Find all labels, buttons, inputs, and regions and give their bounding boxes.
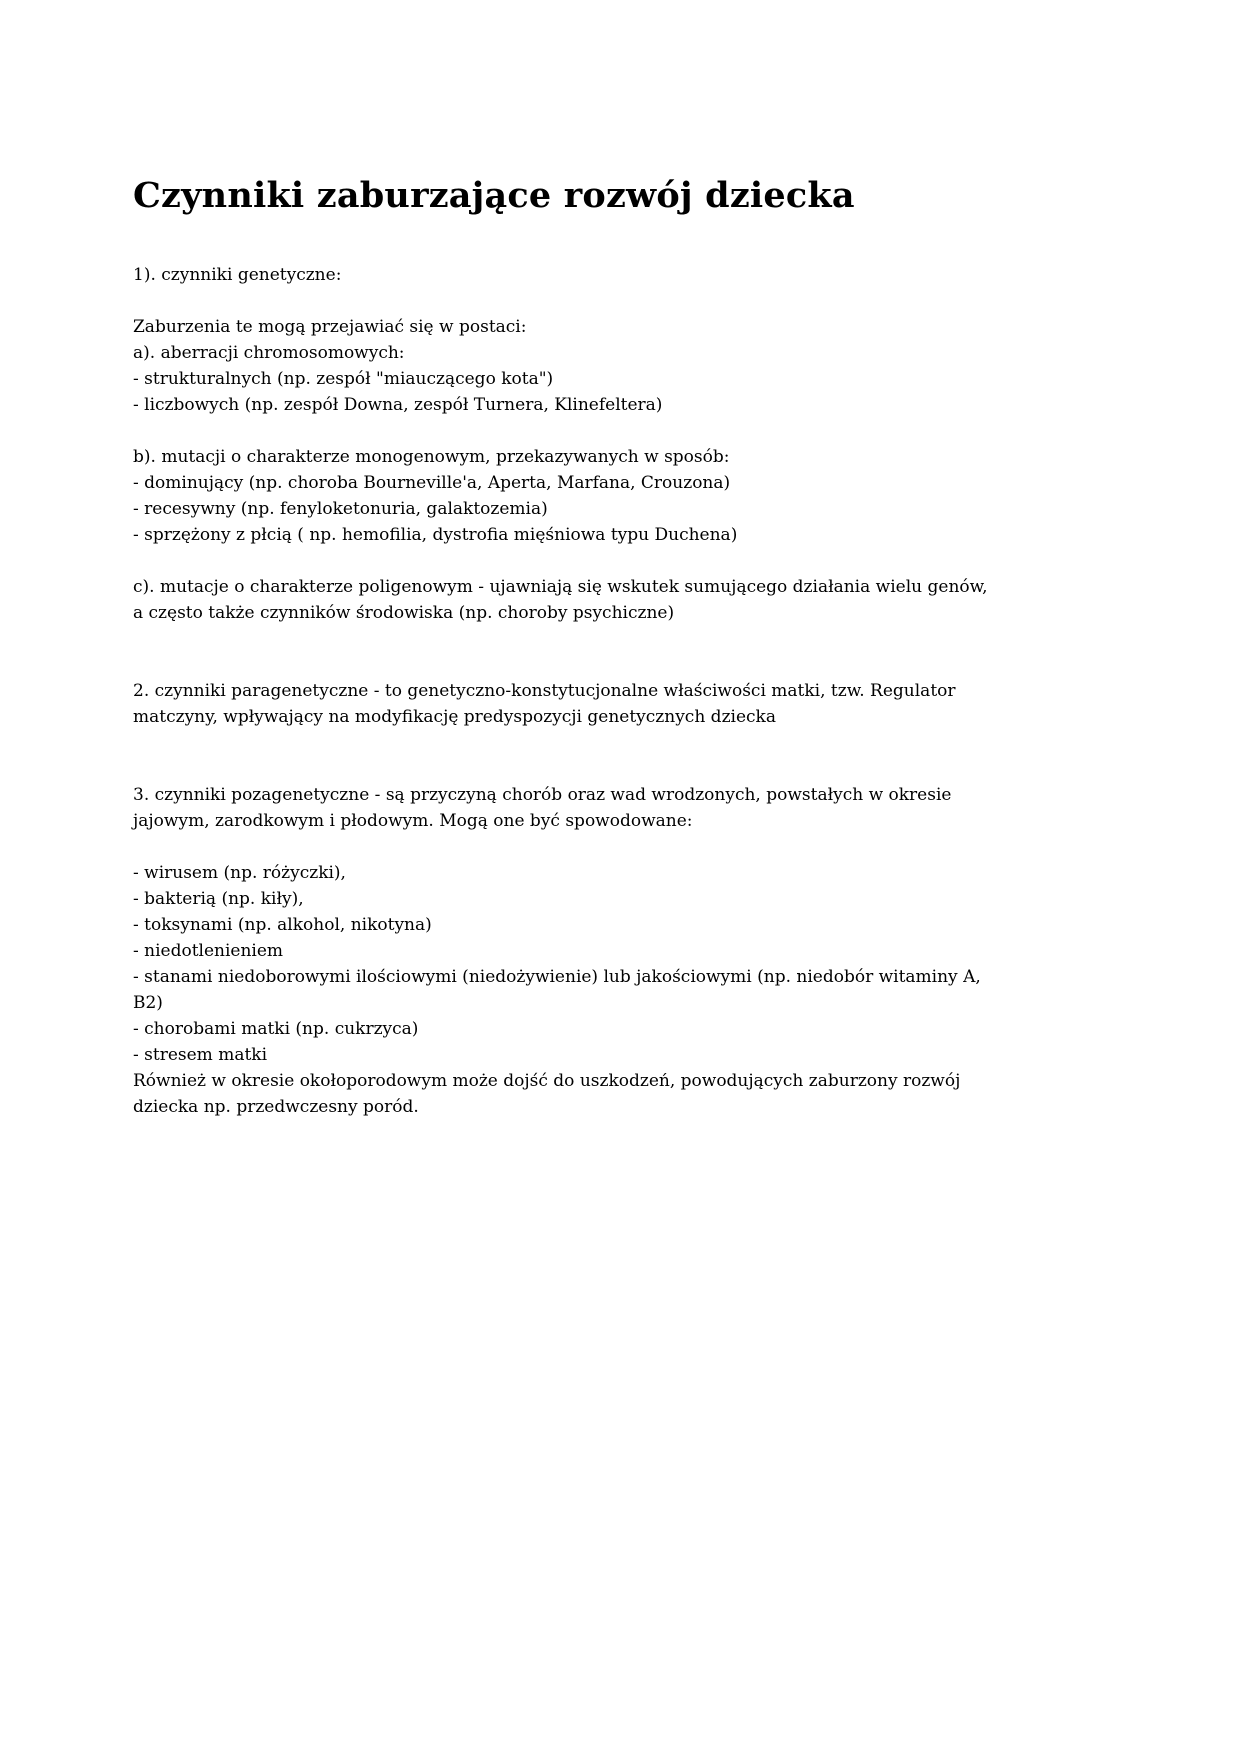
document-title: Czynniki zaburzające rozwój dziecka [133,175,855,216]
section1-heading: 1). czynniki genetyczne: [133,265,342,285]
section1-mutations-block [133,444,991,548]
section1-b-heading: b). mutacji o charakterze monogenowym, przekazywanych w sposób: [133,447,730,467]
list-item: - wirusem (np. różyczki), [133,863,346,883]
paragraph-text: c). mutacje o charakterze poligenowym - ujawniają się wskutek sumującego działania wielu genów, a często także czynników środowiska (np. choroby psychiczne) [133,577,988,623]
section1-polygenic-block [133,574,991,626]
list-item: - stresem matki [133,1045,268,1065]
list-item: - sprzężony z płcią ( np. hemofilia, dystrofia mięśniowa typu Duchena) [133,525,738,545]
list-item: - stanami niedoborowymi ilościowymi (niedożywienie) lub jakościowymi (np. niedobór witaminy A, B2) [133,967,981,1013]
list-item: - niedotlenieniem [133,941,284,961]
section1-aberrations-block [133,314,991,418]
section1-a-heading: a). aberracji chromosomowych: [133,343,405,363]
paragraph-text: 2. czynniki paragenetyczne - to genetyczno-konstytucjonalne właściwości matki, tzw. Regulator matczyny, wpływający na modyfikację predyspozycji genetycznych dziecka [133,681,956,727]
section3-causes-block [133,860,991,1120]
list-item: - bakterią (np. kiły), [133,889,304,909]
section1-intro: Zaburzenia te mogą przejawiać się w postaci: [133,317,527,337]
section3-block [133,782,991,834]
section2-block [133,678,991,730]
list-item: - strukturalnych (np. zespół "miauczącego kota") [133,369,554,389]
paragraph-text: 3. czynniki pozagenetyczne - są przyczyną chorób oraz wad wrodzonych, powstałych w okresie jajowym, zarodkowym i płodowym. Mogą one być spowodowane: [133,785,952,831]
closing-paragraph: Również w okresie okołoporodowym może dojść do uszkodzeń, powodujących zaburzony rozwój dziecka np. przedwczesny poród. [133,1071,961,1117]
list-item: - dominujący (np. choroba Bourneville'a, Aperta, Marfana, Crouzona) [133,473,731,493]
list-item: - chorobami matki (np. cukrzyca) [133,1019,419,1039]
list-item: - toksynami (np. alkohol, nikotyna) [133,915,432,935]
list-item: - liczbowych (np. zespół Downa, zespół Turnera, Klinefeltera) [133,395,663,415]
list-item: - recesywny (np. fenyloketonuria, galaktozemia) [133,499,548,519]
section1-heading-block [133,262,991,288]
